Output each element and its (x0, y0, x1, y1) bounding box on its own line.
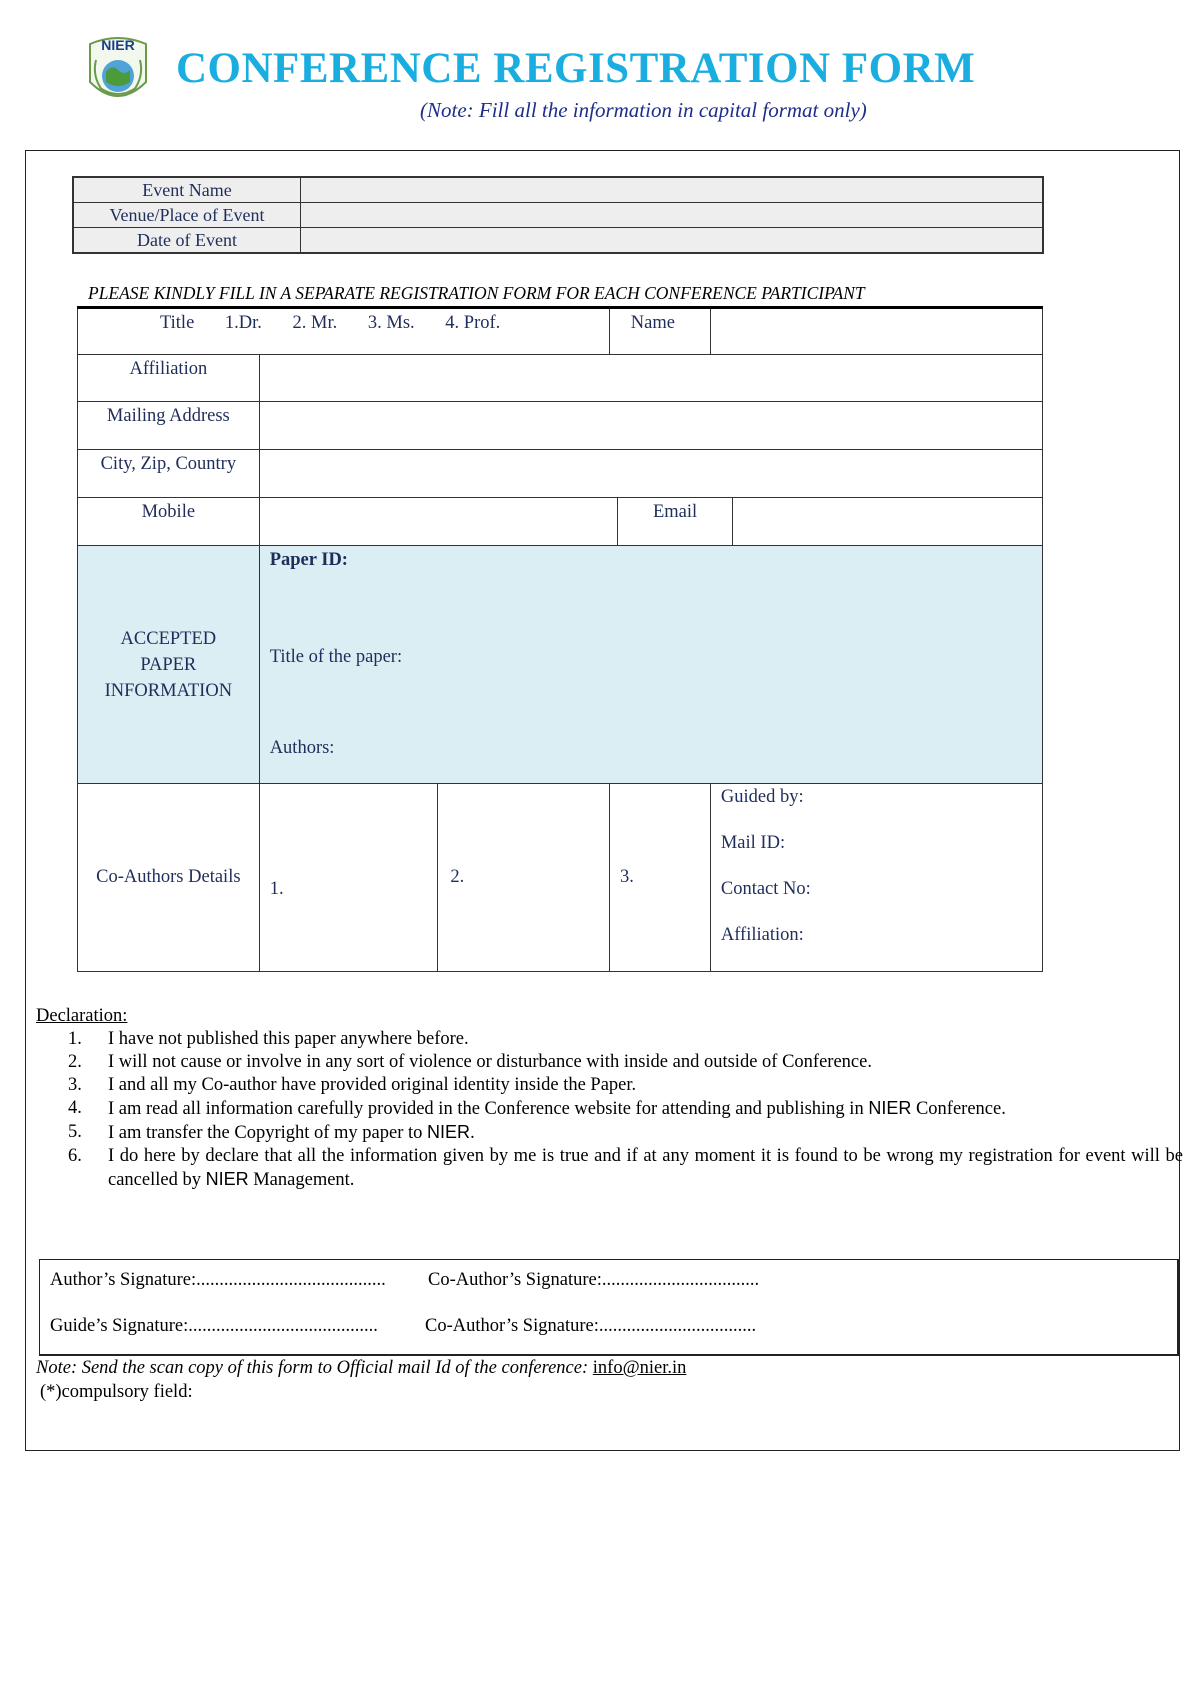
title-label: Title (160, 313, 195, 333)
paper-authors-label: Authors: (269, 738, 335, 758)
event-name-label: Event Name (73, 177, 301, 203)
declaration-heading: Declaration: (36, 1006, 128, 1026)
guide-signature[interactable]: Guide’s Signature:......................................... (50, 1316, 378, 1336)
guide-contact-label: Contact No: (720, 879, 811, 899)
declaration-item (68, 1074, 1183, 1097)
coauthor-slot-1[interactable] (259, 784, 438, 972)
event-row (73, 228, 1043, 254)
form-title: CONFERENCE REGISTRATION FORM (176, 45, 976, 92)
accepted-paper-label-line: INFORMATION (104, 680, 233, 701)
event-venue-field[interactable] (301, 203, 1044, 228)
declaration-text: I and all my Co-author have provided original identity inside the Paper. (108, 1075, 637, 1095)
affiliation-label: Affiliation (78, 355, 260, 402)
nier-logo (82, 30, 154, 110)
paper-id-label: Paper ID: (269, 550, 348, 570)
event-row (73, 177, 1043, 203)
city-zip-country-field[interactable] (259, 450, 1042, 498)
declaration-item (68, 1145, 1183, 1192)
logo-text: NIER (101, 37, 135, 53)
accepted-paper-label (78, 546, 260, 784)
paper-info-area[interactable] (259, 546, 1042, 784)
email-field[interactable] (733, 498, 1043, 546)
event-venue-label: Venue/Place of Event (73, 203, 301, 228)
mobile-field[interactable] (259, 498, 617, 546)
title-option-mr[interactable]: 2. Mr. (292, 313, 338, 333)
paper-title-label: Title of the paper: (269, 647, 403, 667)
coauthor-slot-number: 1. (269, 879, 284, 899)
declaration-list (68, 1028, 1183, 1192)
accepted-paper-label-line: ACCEPTED (120, 628, 217, 649)
event-table (72, 176, 1044, 254)
event-row (73, 203, 1043, 228)
coauthor-slot-2[interactable] (438, 784, 610, 972)
declaration-item (68, 1121, 1183, 1145)
affiliation-field[interactable] (259, 355, 1042, 402)
title-option-prof[interactable]: 4. Prof. (445, 313, 501, 333)
event-name-field[interactable] (301, 177, 1044, 203)
send-scan-note (36, 1358, 686, 1379)
declaration-text: I am read all information carefully provided in the Conference website for attending and publishing in NIER Conference. (108, 1098, 1006, 1119)
declaration-item (68, 1097, 1183, 1121)
coauthor-slot-number: 2. (450, 867, 465, 887)
author-signature[interactable]: Author’s Signature:......................................... (50, 1270, 386, 1290)
email-label: Email (618, 498, 733, 546)
accepted-paper-label-line: PAPER (140, 654, 197, 675)
city-zip-country-label: City, Zip, Country (78, 450, 260, 498)
title-option-dr[interactable]: 1.Dr. (224, 313, 262, 333)
coauthors-label: Co-Authors Details (78, 784, 260, 972)
declaration-number: 6. (68, 1146, 82, 1166)
declaration-number: 1. (68, 1029, 82, 1049)
guide-mail-label: Mail ID: (720, 833, 786, 853)
coauthor-signature-2[interactable]: Co-Author’s Signature:.................................. (425, 1316, 757, 1336)
guide-affiliation-label: Affiliation: (720, 925, 804, 945)
mobile-label: Mobile (78, 498, 260, 546)
name-label: Name (609, 308, 710, 355)
send-scan-note-text: Note: Send the scan copy of this form to Official mail Id of the conference: (36, 1358, 593, 1378)
coauthor-signature-1[interactable]: Co-Author’s Signature:.................................. (428, 1270, 760, 1290)
declaration-item (68, 1051, 1183, 1074)
coauthor-slot-3[interactable] (609, 784, 710, 972)
mailing-address-label: Mailing Address (78, 402, 260, 450)
declaration-text: I am transfer the Copyright of my paper to NIER. (108, 1122, 475, 1143)
name-field[interactable] (710, 308, 1042, 355)
declaration-number: 5. (68, 1122, 82, 1142)
declaration-number: 4. (68, 1098, 82, 1118)
declaration-number: 3. (68, 1075, 82, 1095)
guided-by-label: Guided by: (720, 787, 804, 807)
declaration-number: 2. (68, 1052, 82, 1072)
guide-details[interactable] (710, 784, 1042, 972)
capital-format-note: (Note: Fill all the information in capital format only) (420, 98, 867, 122)
compulsory-field-note: (*)compulsory field: (40, 1382, 193, 1402)
title-cell (78, 308, 610, 355)
coauthor-slot-number: 3. (619, 867, 634, 887)
event-date-field[interactable] (301, 228, 1044, 254)
title-option-ms[interactable]: 3. Ms. (367, 313, 415, 333)
separate-form-instruction: PLEASE KINDLY FILL IN A SEPARATE REGISTRATION FORM FOR EACH CONFERENCE PARTICIPANT (88, 283, 865, 303)
event-date-label: Date of Event (73, 228, 301, 254)
declaration-text: I do here by declare that all the information given by me is true and if at any moment it is found to be wrong my registration for event will be cancelled by NIER Management. (108, 1146, 1183, 1190)
signature-box (39, 1259, 1179, 1356)
declaration-item (68, 1028, 1183, 1051)
official-email-link[interactable]: info@nier.in (592, 1358, 687, 1378)
declaration-text: I will not cause or involve in any sort of violence or disturbance with inside and outside of Conference. (108, 1052, 872, 1072)
declaration-text: I have not published this paper anywhere before. (108, 1029, 469, 1049)
registration-table (77, 306, 1043, 972)
mailing-address-field[interactable] (259, 402, 1042, 450)
